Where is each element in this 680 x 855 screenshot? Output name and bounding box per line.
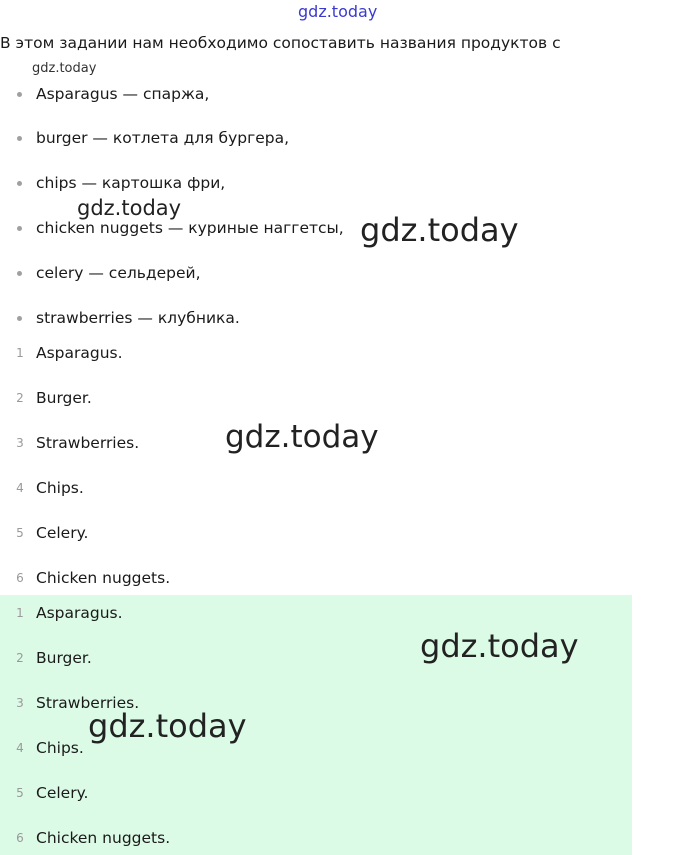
- task-intro: В этом задании нам необходимо сопоставить названия продуктов с: [0, 34, 561, 52]
- watermark: gdz.today: [225, 419, 379, 455]
- watermark-small: gdz.today: [32, 61, 97, 76]
- bullet-icon: [17, 92, 22, 97]
- bullet-icon: [17, 226, 22, 231]
- bullet-icon: [17, 136, 22, 141]
- bullet-icon: [17, 181, 22, 186]
- watermark: gdz.today: [88, 707, 247, 745]
- bullet-icon: [17, 271, 22, 276]
- watermark: gdz.today: [77, 196, 182, 220]
- bullet-icon: [17, 316, 22, 321]
- watermark-top: gdz.today: [298, 2, 378, 21]
- watermark: gdz.today: [360, 211, 519, 249]
- watermark: gdz.today: [420, 627, 579, 665]
